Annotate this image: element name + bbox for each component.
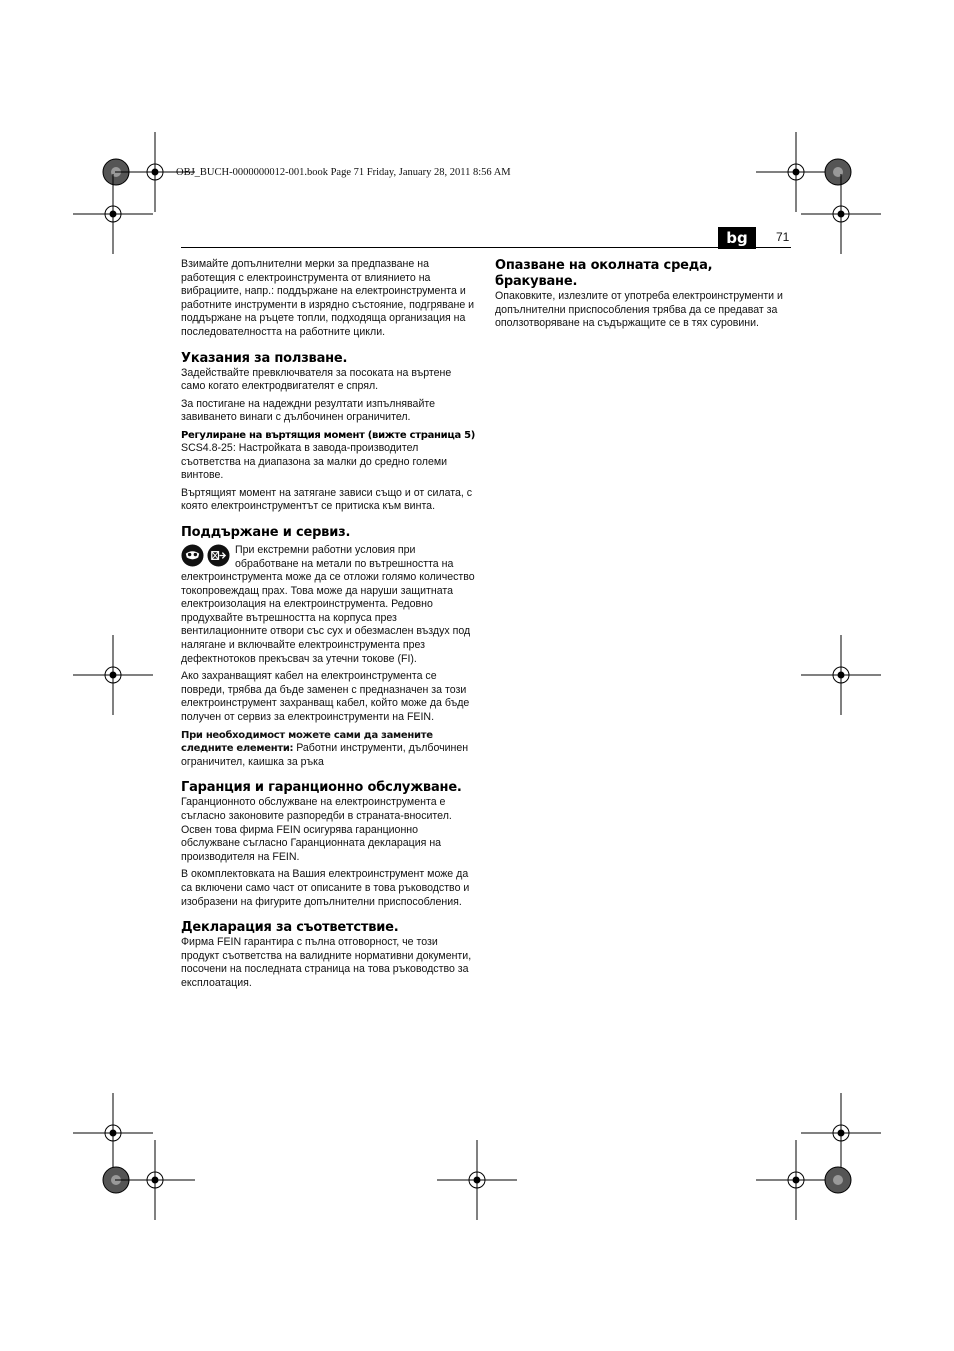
warranty-paragraph-2: В окомплектовката на Вашия електроинструмент може да са включени само част от описаните в това ръководство и изобразени на фигурите допълнителни приспособления.: [181, 868, 470, 908]
usage-heading: Указания за ползване.: [181, 350, 348, 366]
environment-paragraph: Опаковките, излезлите от употреба електроинструменти и допълнителни приспособления трябва да се предават за оползотворяване на съдържащите се в тях суровини.: [495, 290, 783, 330]
service-paragraph-2: Ако захранващият кабел на електроинструмента се повреди, трябва да бъде заменен с предназначен за този електроинструмент захранващ кабел, който може да бъде получен от сервиз за електроинструменти на FEIN.: [181, 670, 470, 724]
compressed-air-blowing-icon: [207, 544, 230, 567]
service-heading: Поддържане и сервиз.: [181, 524, 351, 540]
file-info-line: OBJ_BUCH-0000000012-001.book Page 71 Friday, January 28, 2011 8:56 AM: [176, 167, 511, 178]
language-badge: bg: [718, 227, 756, 249]
usage-paragraph-1: Задействайте превключвателя за посоката на въртене само когато електродвигателят е спрял.: [181, 366, 452, 393]
usage-paragraph-4: Въртящият момент на затягане зависи също и от силата, с която електроинструментът се притиска към винта.: [181, 486, 473, 513]
environment-heading: Опазване на околната среда, бракуване.: [495, 258, 713, 289]
torque-subheading: Регулиране на въртящия момент (вижте страница 5): [181, 429, 476, 441]
vibration-paragraph: Взимайте допълнителни мерки за предпазване на работещия с електроинструмента от влиянието на вибрациите, напр.: поддържане на електроинструмента и работните инструменти в изрядно състояние, подгряване и поддържане на ръцете топли, подходяща организация на последователността на работните цикли.: [181, 258, 475, 338]
right-column: [495, 258, 793, 331]
service-paragraph-1: При екстремни работни условия при обработване на метали по вътрешността на електроинструмента може да се отложи голямо количество токопровеждащ прах. Това може да наруши защитната електроизолация на електроинструмента. Редовно продухвайте вътрешността на корпуса през вентилационните отвори със сух и обезмаслен въздух под налягане и включвайте електроинструмента през дефектнотоков прекъсвач за утечни токове (FI).: [181, 543, 475, 665]
declaration-heading: Декларация за съответствие.: [181, 920, 399, 936]
warranty-heading: Гаранция и гаранционно обслужване.: [181, 780, 462, 796]
usage-paragraph-2: За постигане на надеждни резултати изпълнявайте завиването винаги с дълбочинен ограничител.: [181, 397, 435, 424]
replaceable-parts-label: При необходимост можете сами да замените следните елементи:: [181, 729, 433, 755]
page-number: 71: [776, 230, 790, 244]
warranty-paragraph-1: Гаранционното обслужване на електроинструмента е съгласно законовите разпоредби в страната-вносител. Освен това фирма FEIN осигурява гаранционно обслужване съгласно Гаранционната декларация на производителя на FEIN.: [181, 796, 452, 863]
header-rule: [181, 247, 791, 248]
left-column: [181, 258, 477, 991]
replaceable-parts-list: Работни инструменти, дълбочинен ограничител, каишка за ръка: [181, 742, 469, 768]
usage-paragraph-3: SCS4.8-25: Настройката в завода-производител съответства на диапазона за малки до средно големи винтове.: [181, 441, 448, 482]
service-paragraph-3: [181, 729, 477, 770]
declaration-paragraph: Фирма FEIN гарантира с пълна отговорност, че този продукт съответства на валидните нормативни документи, посочени на последната страница на това ръководство за експлоатация.: [181, 936, 472, 989]
protective-mask-icon: [181, 544, 204, 567]
service-icons: [181, 544, 233, 568]
